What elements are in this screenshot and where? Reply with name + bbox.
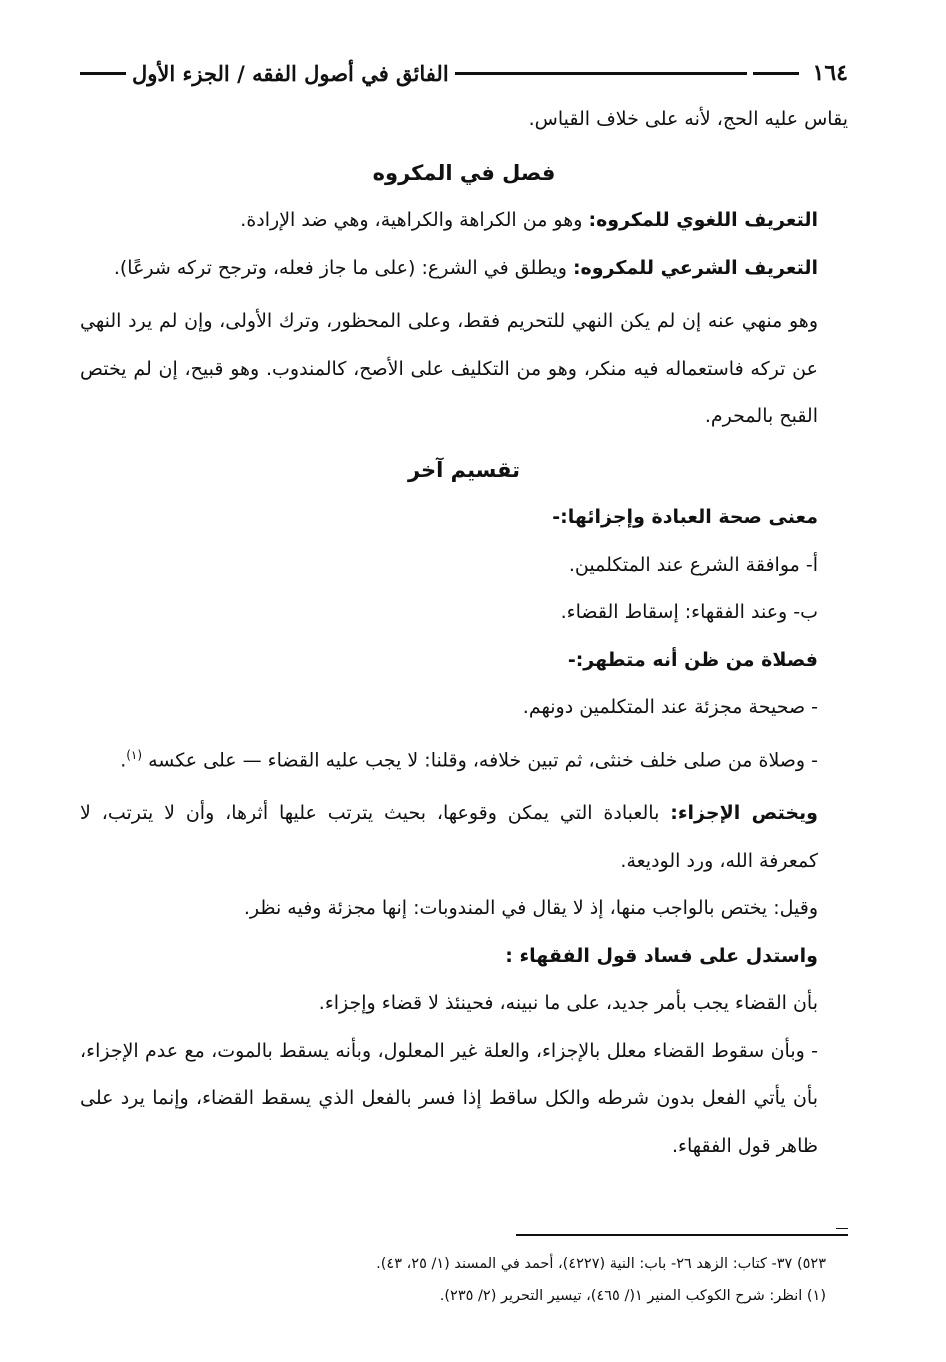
footnote-1: (١) انظر: شرح الكوكب المنير ١(/ ٤٦٥)، تيسير التحرير (٢/ ٢٣٥). (439, 1288, 826, 1304)
section-heading-makruh: فصل في المكروه (372, 160, 556, 185)
footnote-continued: ٥٢٣) ٣٧- كتاب: الزهد ٢٦- باب: النية (٤٢٢٧)، أحمد في المسند (١/ ٢٥، ٤٣). (376, 1256, 826, 1272)
paragraph-ijza-text: بالعبادة التي يمكن وقوعها، بحيث يترتب عليها أثرها، وأن لا يترتب، لا كمعرفة الله، ورد الوديعة. (80, 802, 818, 872)
subheading-prayer (80, 637, 848, 685)
running-header (80, 56, 848, 90)
section-heading-another-division: تقسيم آخر (407, 457, 521, 482)
book-title: الفائق في أصول الفقه / الجزء الأول (132, 60, 449, 86)
dash-item-2-text: - وصلاة من صلى خلف خنثى، ثم تبين خلافه، وقلنا: لا يجب عليه القضاء — على عكسه (148, 748, 818, 771)
footnote-ref-1[interactable]: (١) (126, 747, 143, 762)
subheading-istadall-text: واستدل على فساد قول الفقهاء : (505, 944, 818, 967)
footnote-marker-rule (836, 1228, 848, 1229)
definition-linguistic-label: التعريف اللغوي للمكروه: (588, 209, 818, 231)
paragraph-ijza-label: ويختص الإجزاء: (670, 802, 818, 825)
page-body (80, 96, 848, 1170)
list-item-a: أ- موافقة الشرع عند المتكلمين. (568, 553, 818, 576)
paragraph-prohibition: وهو منهي عنه إن لم يكن النهي للتحريم فقط، وعلى المحظور، وترك الأولى، وإن لم يرد النهي عن تركه فاستعماله فيه منكر، وهو من التكليف على الأصح، كالمندوب. وهو قبيح، إن لم يختص القبح بالمحرم. (80, 310, 818, 427)
paragraph-bianna: بأن القضاء يجب بأمر جديد، على ما نبينه، فحينئذ لا قضاء وإجزاء. (318, 992, 818, 1015)
page-number: ١٦٤ (812, 60, 848, 86)
subheading-istadall (80, 933, 848, 981)
paragraph-ijza (80, 790, 848, 885)
continuation-line: يقاس عليه الحج، لأنه على خلاف القياس. (528, 108, 848, 130)
subheading-validity-text: معنى صحة العبادة وإجزائها:- (552, 506, 818, 528)
subheading-prayer-text: فصلاة من ظن أنه متطهر:- (567, 648, 818, 671)
footnote-separator (516, 1234, 848, 1236)
definition-legal-text: ويطلق في الشرع: (على ما جاز فعله، وترجح تركه شرعًا). (113, 256, 573, 279)
definition-linguistic-text: وهو من الكراهة والكراهية، وهي ضد الإرادة. (240, 209, 589, 231)
dash-item-1: - صحيحة مجزئة عند المتكلمين دونهم. (522, 696, 818, 718)
paragraph-wabianna: - وبأن سقوط القضاء معلل بالإجزاء، والعلة غير المعلول، وبأنه يسقط بالموت، مع عدم الإجزاء، بأن يأتي الفعل بدون شرطه والكل ساقط إذا فسر بالفعل الذي يسقط القضاء، وإنما يرد على ظاهر قول الفقهاء. (80, 1039, 818, 1157)
subheading-validity (80, 494, 848, 542)
header-rule-middle (455, 72, 747, 75)
header-rule-right (753, 72, 799, 75)
definition-legal-label: التعريف الشرعي للمكروه: (572, 256, 818, 279)
list-item-b: ب- وعند الفقهاء: إسقاط القضاء. (560, 601, 818, 623)
dash-item-2 (80, 732, 848, 785)
definition-linguistic (80, 197, 848, 245)
definition-legal (80, 245, 848, 293)
dash-item-2-end: . (120, 748, 127, 771)
paragraph-qila: وقيل: يختص بالواجب منها، إذ لا يقال في المندوبات: إنها مجزئة وفيه نظر. (243, 897, 818, 920)
header-rule-left (80, 72, 126, 75)
footnotes (80, 1248, 848, 1312)
